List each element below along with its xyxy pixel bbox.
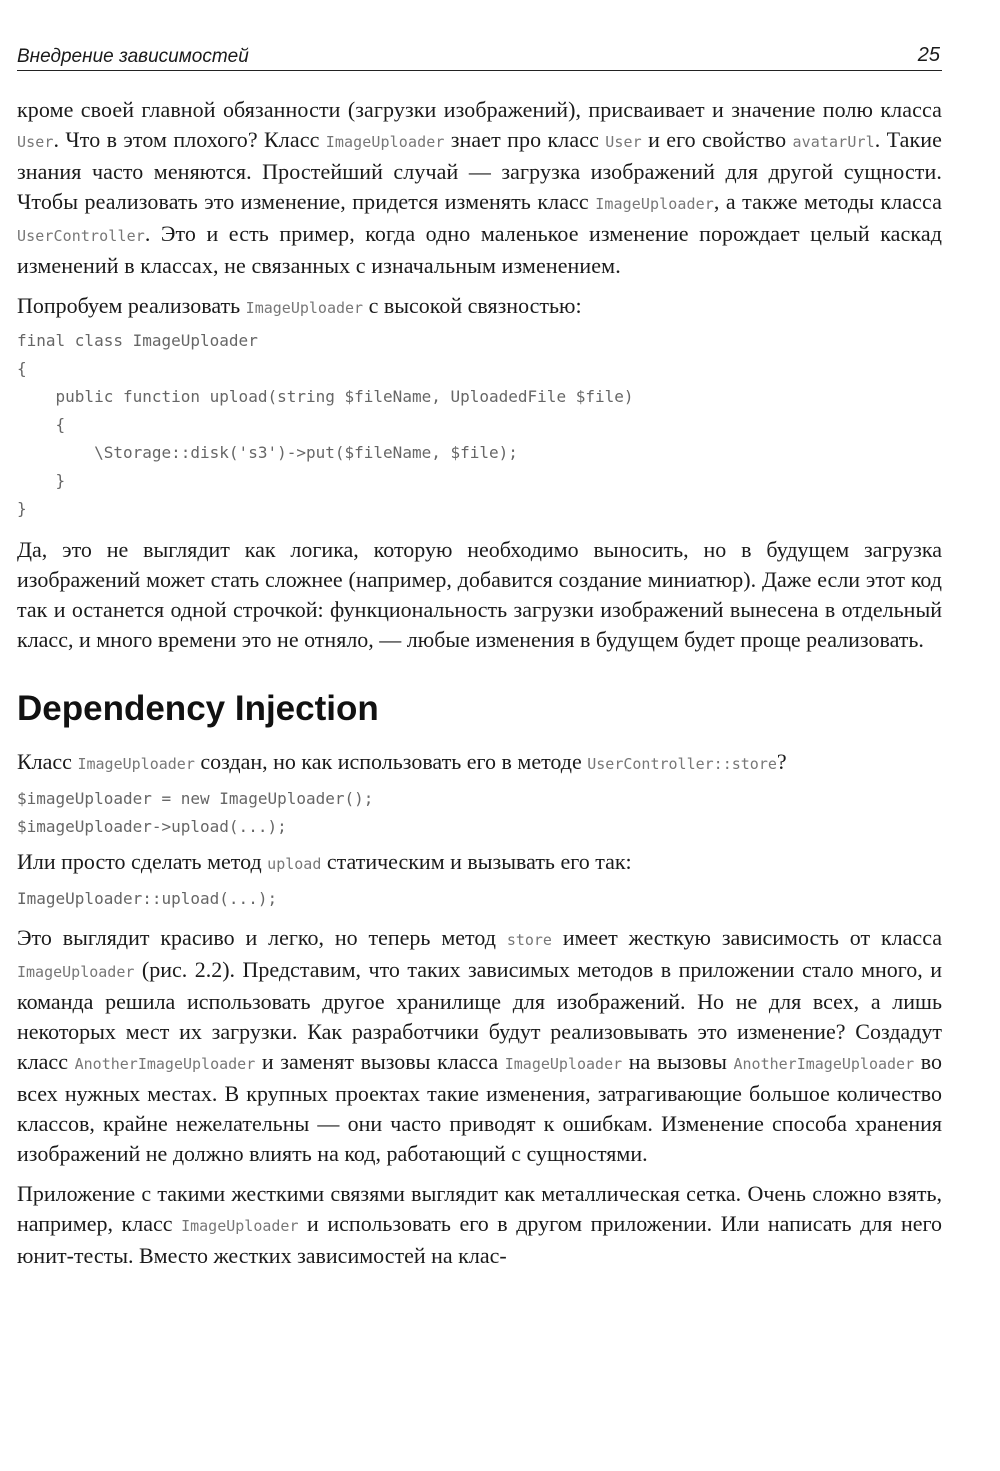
text-run: , а также методы класса [713,189,942,214]
text-run: во всех нужных местах. В крупных проектах такие изменения, затрагивающие большое количество классов, крайне нежелательны — они часто приводят к ошибкам. Изменение способа хранения изображений не должно влиять на код, работающий с сущностями. [17,1049,942,1166]
code-block-image-uploader: final class ImageUploader { public function upload(string $fileName, UploadedFile $file) { \Storage::disk('s3')->put($fileName, $file); } } [17,331,634,518]
inline-code: User [17,133,54,151]
paragraph-6 [17,923,942,1169]
text-run: . Что в этом плохого? Класс [53,127,326,152]
inline-code: ImageUploader [17,963,135,981]
text-run: на вызовы [622,1049,734,1074]
text-run: (рис. 2.2). Представим, что таких зависимых методов в приложении стало много, и команда решила использовать другое хранилище для изображений. Но не для всех, а лишь некоторых мест их загрузки. Как разработчики будут реализовывать это изменение? Создадут класс [17,957,942,1074]
text-run: . Это и есть пример, когда одно маленькое изменение порождает целый каскад изменений в классах, не связанных с изначальным изменением. [17,221,942,278]
paragraph-5 [17,847,942,879]
page-number: 25 [917,44,940,66]
text-run: Класс [17,749,78,774]
code-block-static-call: ImageUploader::upload(...); [17,889,278,908]
text-run: имеет жесткую зависимость от класса [551,925,942,950]
page-body [17,95,942,1271]
inline-code: ImageUploader [325,133,445,151]
paragraph-3: Да, это не выглядит как логика, которую необходимо выносить, но в будущем загрузка изображений может стать сложнее (например, добавится создание миниатюр). Даже если этот код так и останется одной строчкой: функциональность загрузки изображений вынесена в отдельный класс, и много времени это не отняло, — любые изменения в будущем будет проще реализовать. [17,537,942,652]
text-run: с высокой связностью: [363,293,582,318]
running-header [17,40,942,71]
inline-code: UserController [17,227,145,245]
paragraph-4 [17,747,942,779]
section-heading: Dependency Injection [17,689,379,728]
inline-code: UserController::store [587,755,777,773]
running-header-title: Внедрение зависимостей [17,46,249,67]
text-run: Попробуем реализовать [17,293,246,318]
text-run: кроме своей главной обязанности (загрузки изображений), присваивает и значение полю класса [17,97,942,122]
inline-code: ImageUploader [595,195,714,213]
text-run: и использовать его в другом приложении. Или написать для него юнит-тесты. Вместо жестких зависимостей на клас- [17,1211,943,1268]
text-run: создан, но как использовать его в методе [194,749,588,774]
text-run: и его свойство [641,127,793,152]
text-run: . Такие знания часто меняются. Простейший случай — загрузка изображений для другой сущности. Чтобы реализовать это изменение, придется изменять класс [17,127,942,214]
inline-code: AnotherImageUploader [74,1055,256,1073]
inline-code: ImageUploader [181,1217,299,1235]
text-run: Это выглядит красиво и легко, но теперь метод [17,925,507,950]
inline-code: AnotherImageUploader [733,1055,915,1073]
inline-code: ImageUploader [77,755,195,773]
inline-code: ImageUploader [245,299,364,317]
inline-code: store [506,931,552,949]
inline-code: ImageUploader [504,1055,623,1073]
inline-code: avatarUrl [792,133,875,151]
text-run: Приложение с такими жесткими связями выглядит как металлическая сетка. Очень сложно взять, например, класс [17,1181,942,1236]
text-run: Или просто сделать метод [17,849,268,874]
text-run: статическим и вызывать его так: [321,849,632,874]
inline-code: User [605,133,642,151]
paragraph-7 [17,1179,942,1271]
code-block-instance-call: $imageUploader = new ImageUploader(); $imageUploader->upload(...); [17,789,374,836]
paragraph-1 [17,95,942,281]
inline-code: upload [267,855,322,873]
text-run: и заменят вызовы класса [255,1049,505,1074]
text-run: ? [776,749,787,774]
text-run: знает про класс [444,127,606,152]
paragraph-2 [17,291,942,323]
